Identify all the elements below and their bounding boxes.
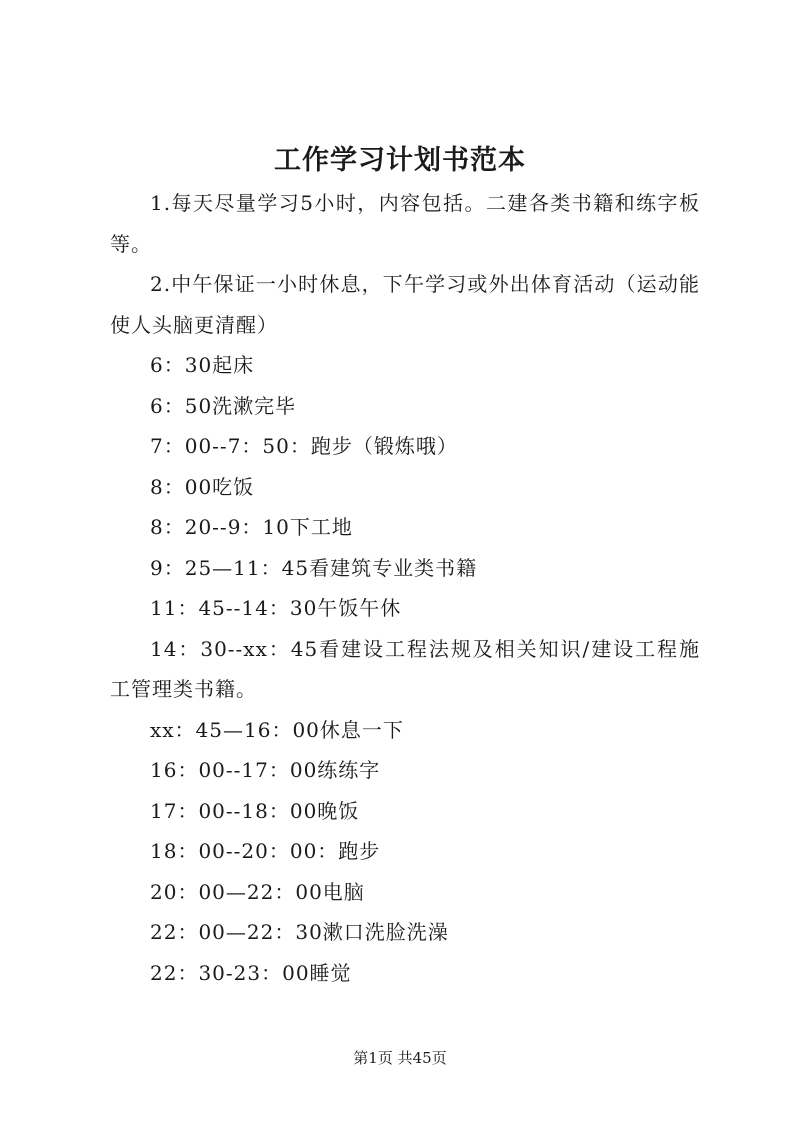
schedule-item: 16：00--17：00练练字 — [150, 758, 381, 782]
schedule-item: 9：25—11：45看建筑专业类书籍 — [150, 555, 478, 580]
document-title: 工作学习计划书范本 — [274, 145, 526, 176]
schedule-item: 22：00—22：30漱口洗脸洗澡 — [150, 920, 449, 944]
schedule-item: 17：00--18：00晚饭 — [150, 798, 360, 823]
paragraph-1: 1.每天尽量学习5小时，内容包括。二建各类书籍和练字板等。 — [110, 191, 700, 256]
schedule-item: xx：45—16：00休息一下 — [150, 717, 404, 742]
page-number-footer: 第1页 共45页 — [353, 1049, 447, 1067]
schedule-item: 14：30--xx：45看建设工程法规及相关知识/建设工程施工管理类书籍。 — [110, 636, 700, 701]
schedule-item: 22：30-23：00睡觉 — [150, 960, 352, 985]
schedule-item: 11：45--14：30午饭午休 — [150, 596, 402, 620]
schedule-item: 8：00吃饭 — [150, 474, 255, 499]
schedule-item: 6：30起床 — [150, 353, 255, 377]
schedule-item: 7：00--7：50：跑步（锻炼哦） — [150, 434, 458, 458]
schedule-item: 20：00—22：00电脑 — [150, 879, 365, 904]
schedule-item: 6：50洗漱完毕 — [150, 393, 297, 418]
paragraph-2: 2.中午保证一小时休息，下午学习或外出体育活动（运动能使人头脑更清醒） — [110, 272, 700, 337]
schedule-item: 18：00--20：00：跑步 — [150, 839, 381, 863]
schedule-item: 8：20--9：10下工地 — [150, 515, 353, 539]
document-body — [110, 183, 700, 993]
